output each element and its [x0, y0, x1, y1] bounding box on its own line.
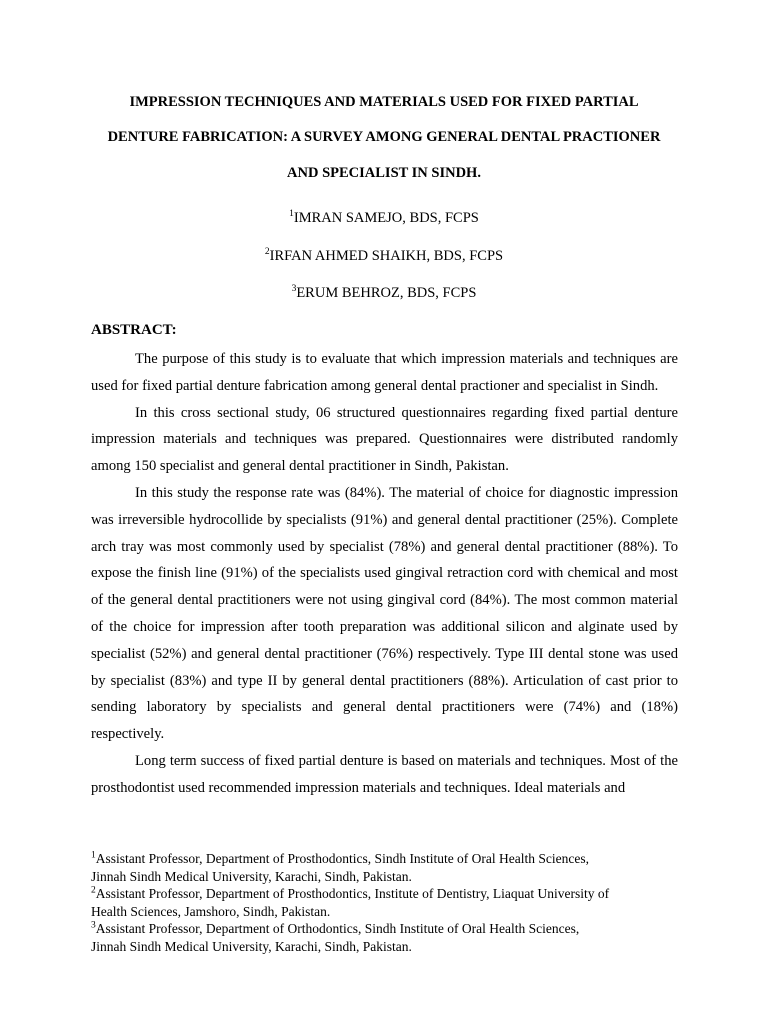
- author-3: [60, 285, 708, 302]
- author-3-name: ERUM BEHROZ, BDS, FCPS: [296, 285, 477, 301]
- abstract-paragraph-3: In this study the response rate was (84%). The material of choice for diagnostic impression was irreversible hydrocollide by specialists (91%) and general dental practitioner (25%). Complete arch tray was most commonly used by specialist (78%) and general dental practitioner (88%). To expose the finish line (91%) of the specialists used gingival retraction cord with chemical and most of the general dental practitioners were not using gingival cord (84%). The most common material of the choice for impression after tooth preparation was additional silicon and alginate used by specialist (52%) and general dental practitioner (76%) respectively. Type III dental stone was used by specialist (83%) and type II by general dental practitioners (88%). Articulation of cast prior to sending laboratory by specialists and general dental practitioners were (74%) and (18%) respectively.: [91, 484, 678, 743]
- footnote-2-line-1: Assistant Professor, Department of Prosthodontics, Institute of Dentistry, Liaquat University of: [95, 886, 610, 902]
- footnote-3-line-1: Assistant Professor, Department of Orthodontics, Sindh Institute of Oral Health Sciences,: [95, 921, 580, 937]
- footnote-1-line-1: Assistant Professor, Department of Prosthodontics, Sindh Institute of Oral Health Sciences,: [95, 851, 590, 866]
- footnote-1: [91, 850, 678, 885]
- footnotes: [91, 850, 678, 956]
- author-1: [60, 210, 708, 227]
- author-2: [60, 248, 708, 265]
- footnote-1-line-2: Jinnah Sindh Medical University, Karachi, Sindh, Pakistan.: [91, 868, 412, 884]
- title-line-1: IMPRESSION TECHNIQUES AND MATERIALS USED FOR FIXED PARTIAL: [129, 94, 639, 110]
- author-1-name: IMRAN SAMEJO, BDS, FCPS: [293, 210, 479, 226]
- author-1-sup: 1: [289, 209, 294, 220]
- abstract-body: [91, 346, 678, 802]
- footnote-3-sup: 3: [91, 920, 96, 931]
- title-line-2: DENTURE FABRICATION: A SURVEY AMONG GENERAL DENTAL PRACTIONER: [107, 129, 661, 145]
- abstract-paragraph-4: Long term success of fixed partial denture is based on materials and techniques. Most of the prosthodontist used recommended impression materials and techniques. Ideal materials and: [91, 752, 678, 796]
- abstract-paragraph-2: In this cross sectional study, 06 structured questionnaires regarding fixed partial denture impression materials and techniques was prepared. Questionnaires were distributed randomly among 150 specialist and general dental practitioner in Sindh, Pakistan.: [91, 404, 678, 475]
- footnote-3-line-2: Jinnah Sindh Medical University, Karachi, Sindh, Pakistan.: [91, 938, 412, 954]
- author-2-sup: 2: [264, 247, 270, 258]
- author-3-sup: 3: [291, 284, 297, 295]
- footnote-2-sup: 2: [91, 885, 96, 896]
- abstract-paragraph-1: The purpose of this study is to evaluate that which impression materials and techniques are used for fixed partial denture fabrication among general dental practioner and specialist in Sindh.: [91, 351, 678, 394]
- footnote-2-line-2: Health Sciences, Jamshoro, Sindh, Pakistan.: [91, 903, 331, 919]
- title-line-3: AND SPECIALIST IN SINDH.: [287, 165, 481, 181]
- abstract-heading: ABSTRACT:: [91, 322, 177, 338]
- footnote-2: [91, 885, 678, 920]
- author-2-name: IRFAN AHMED SHAIKH, BDS, FCPS: [269, 248, 504, 264]
- footnote-3: [91, 920, 678, 955]
- footnote-1-sup: 1: [91, 850, 96, 861]
